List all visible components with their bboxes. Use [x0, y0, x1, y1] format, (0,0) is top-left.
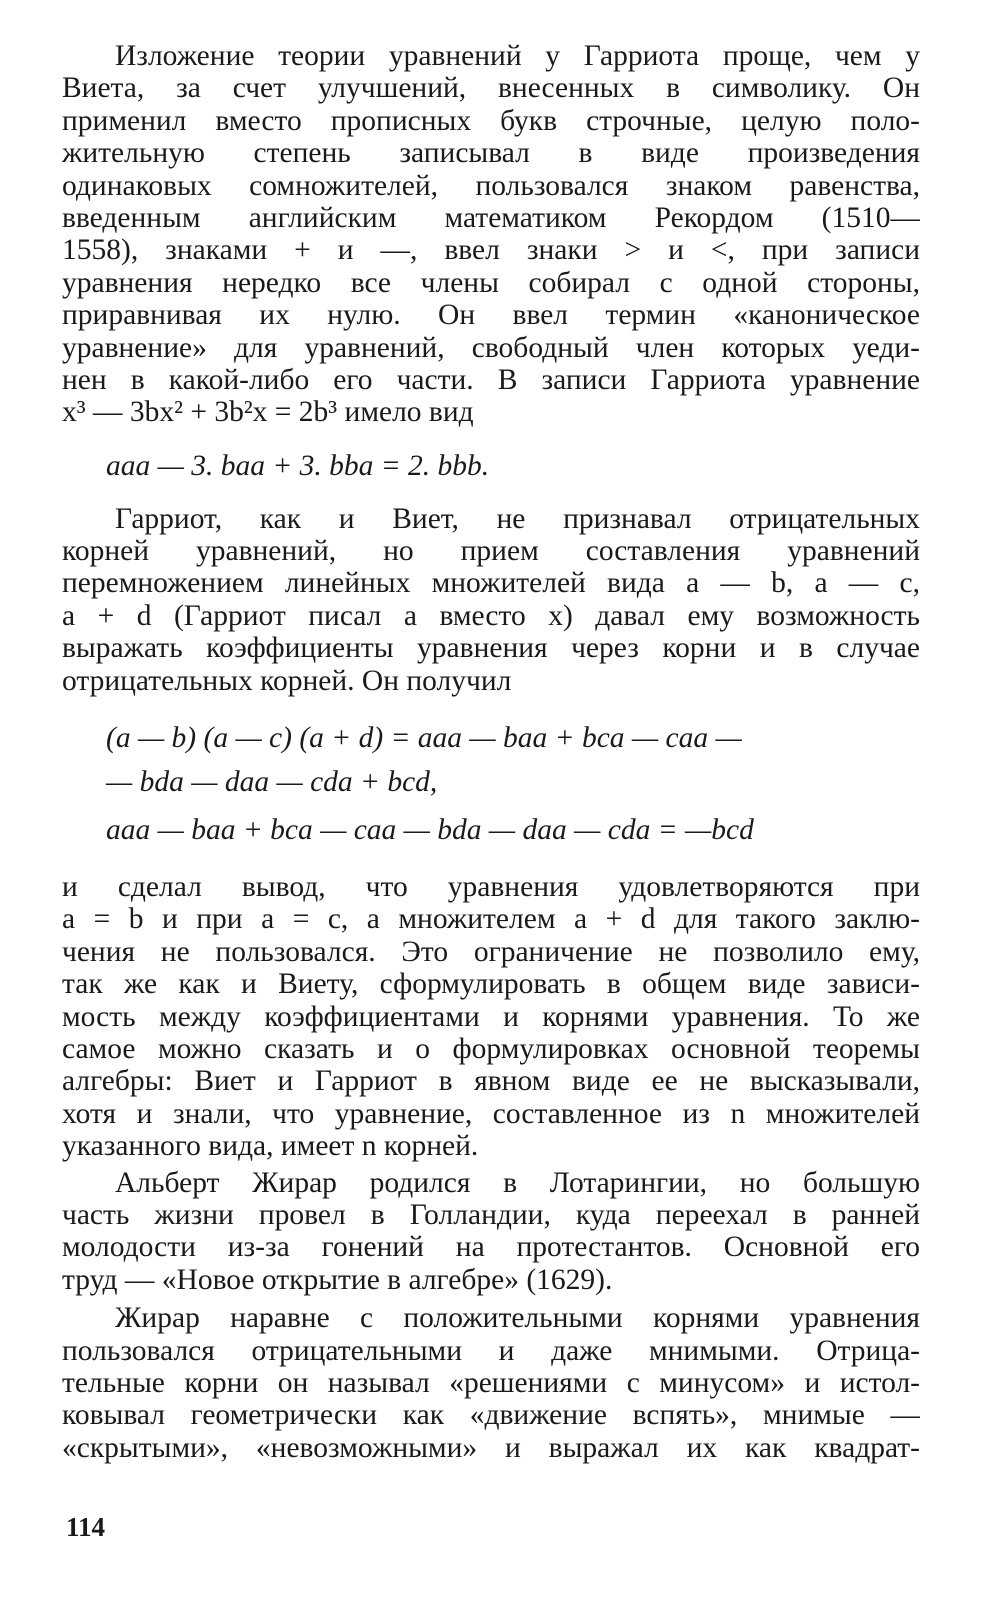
text-line: выражать коэффициенты уравнения через корни и в случае	[62, 632, 920, 665]
equation-harriot-notation: aaa — 3. baa + 3. bba = 2. bbb.	[106, 449, 490, 482]
text-line: чения не пользовался. Это ограничение не позволило ему,	[62, 935, 920, 968]
equation-line: — bda — daa — cda + bcd,	[106, 766, 438, 799]
text-line: самое можно сказать и о формулировках основной теоремы	[62, 1032, 920, 1065]
text-line: перемножением линейных множителей вида a — b, a — c,	[62, 567, 920, 600]
text-line: труд — «Новое открытие в алгебре» (1629).	[62, 1263, 613, 1296]
paragraph-negative-roots	[62, 503, 920, 697]
text-line: мость между коэффициентами и корнями уравнения. То же	[62, 1000, 920, 1033]
text-line: жительную степень записывал в виде произведения	[62, 137, 920, 170]
text-line: уравнения нередко все члены собирал с одной стороны,	[62, 266, 920, 299]
text-line: хотя и знали, что уравнение, составленное из n множителей	[62, 1097, 920, 1130]
text-line: a = b и при a = c, а множителем a + d для такого заклю-	[62, 903, 920, 936]
paragraph-girard-roots	[62, 1302, 920, 1464]
text-line: часть жизни провел в Голландии, куда переехал в ранней	[62, 1198, 920, 1231]
text-line: введенным английским математиком Рекордом (1510—	[62, 201, 920, 234]
text-line: Альберт Жирар родился в Лотарингии, но большую	[115, 1166, 920, 1199]
text-line: отрицательных корней. Он получил	[62, 664, 512, 697]
text-line: тельные корни он называл «решениями с минусом» и истол-	[62, 1366, 920, 1399]
text-line: корней уравнений, но прием составления уравнений	[62, 535, 920, 568]
equation-block-product	[62, 721, 920, 847]
text-line: ковывал геометрически как «движение вспять», мнимые —	[62, 1399, 920, 1432]
text-line: приравнивая их нулю. Он ввел термин «каноническое	[62, 299, 920, 332]
text-line: одинаковых сомножителей, пользовался знаком равенства,	[62, 169, 920, 202]
paragraph-girard-biography	[62, 1167, 920, 1297]
text-line: Изложение теории уравнений у Гарриота проще, чем у	[115, 40, 920, 72]
paragraph-conclusion	[62, 871, 920, 1163]
text-line: нен в какой-либо его части. В записи Гарриота уравнение	[62, 363, 920, 396]
text-line: алгебры: Виет и Гарриот в явном виде ее не высказывали,	[62, 1065, 920, 1098]
paragraph-harriot-notation	[62, 40, 920, 429]
text-line: Виета, за счет улучшений, внесенных в символику. Он	[62, 72, 920, 105]
text-line: x³ — 3bx² + 3b²x = 2b³ имело вид	[62, 396, 474, 429]
text-line: уравнение» для уравнений, свободный член которых уеди-	[62, 331, 920, 364]
text-line: a + d (Гарриот писал a вместо x) давал ему возможность	[62, 599, 920, 632]
page-number: 114	[66, 1512, 106, 1542]
text-line: Гарриот, как и Виет, не признавал отрицательных	[115, 502, 920, 535]
text-line: молодости из-за гонений на протестантов. Основной его	[62, 1231, 920, 1264]
text-line: указанного вида, имеет n корней.	[62, 1130, 479, 1163]
text-line: так же как и Виету, сформулировать в общем виде зависи-	[62, 968, 920, 1001]
equation-line: aaa — baa + bca — caa — bda — daa — cda = —bcd	[106, 814, 754, 847]
text-line: Жирар наравне с положительными корнями уравнения	[115, 1302, 920, 1335]
text-line: 1558), знаками + и —, ввел знаки > и <, при записи	[62, 234, 920, 267]
text-line: пользовался отрицательными и даже мнимыми. Отрица-	[62, 1334, 920, 1367]
page-body	[62, 40, 920, 1464]
equation-line: (a — b) (a — c) (a + d) = aaa — baa + bca — caa —	[106, 722, 742, 755]
text-line: применил вместо прописных букв строчные, целую поло-	[62, 104, 920, 137]
text-line: и сделал вывод, что уравнения удовлетворяются при	[62, 871, 920, 904]
text-line: «скрытыми», «невозможными» и выражал их как квадрат-	[62, 1431, 920, 1464]
